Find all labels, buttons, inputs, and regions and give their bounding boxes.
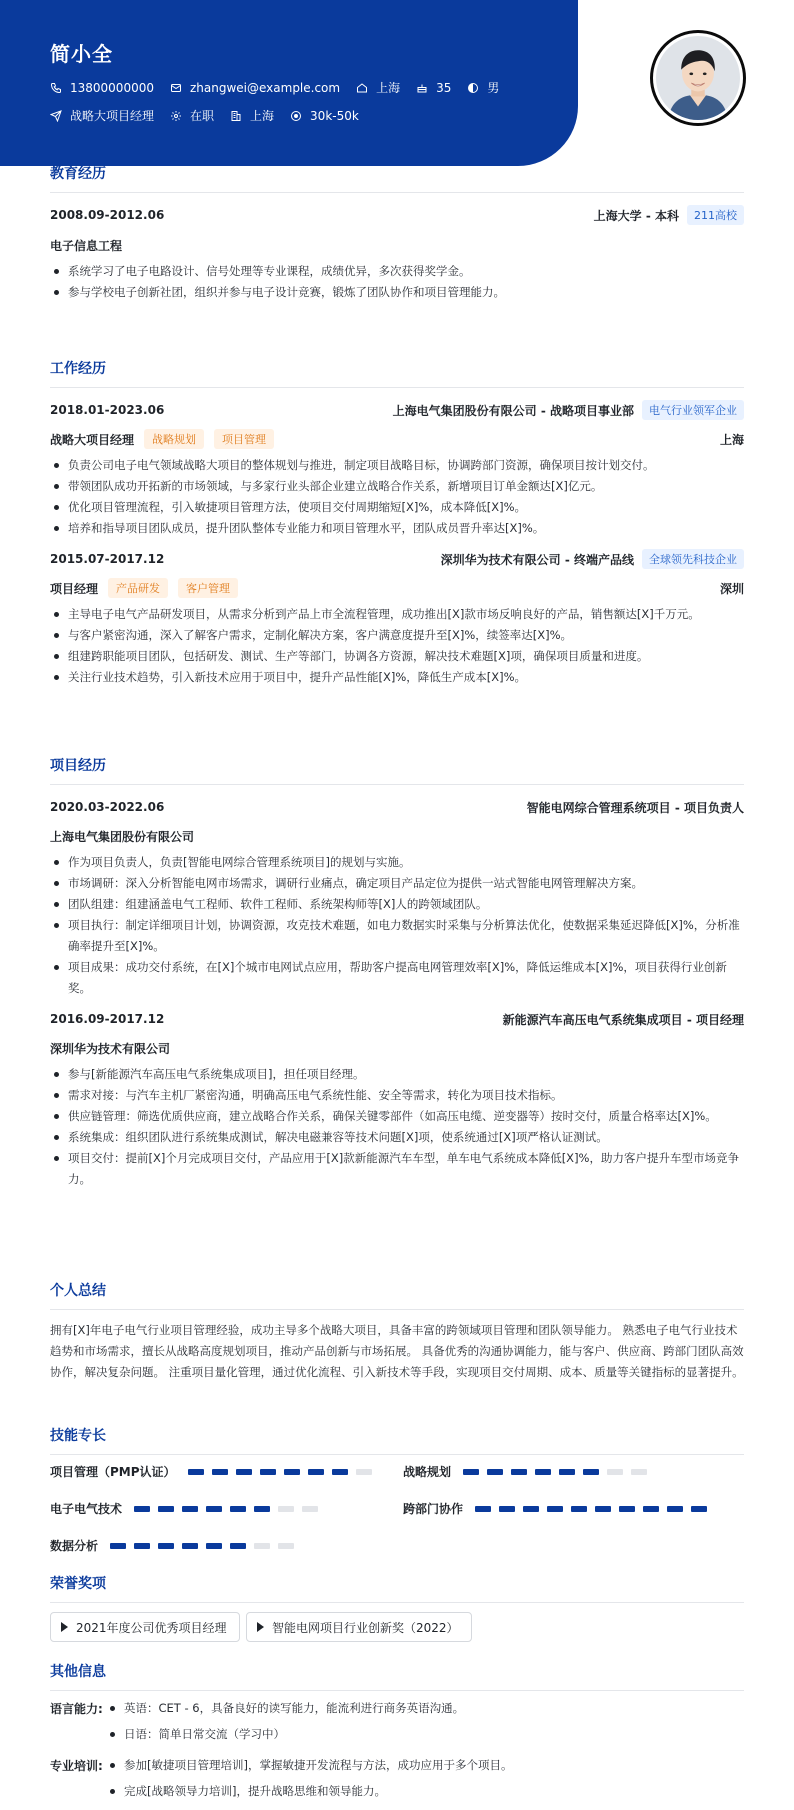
skill-level-segment bbox=[559, 1469, 575, 1475]
list-item: 团队组建：组建涵盖电气工程师、软件工程师、系统架构师等[X]人的跨领域团队。 bbox=[50, 894, 744, 915]
skill-item bbox=[50, 1463, 380, 1480]
role-row bbox=[50, 578, 744, 598]
list-item: 需求对接：与汽车主机厂紧密沟通，明确高压电气系统性能、安全等需求，转化为项目技术指标。 bbox=[50, 1085, 744, 1106]
salary-text: 30k-50k bbox=[310, 108, 359, 123]
target-job-info bbox=[50, 107, 154, 124]
skill-level-segment bbox=[302, 1506, 318, 1512]
building-icon bbox=[230, 110, 242, 122]
section-title: 个人总结 bbox=[50, 1280, 744, 1310]
education-bullets bbox=[50, 261, 744, 303]
skill-tag: 项目管理 bbox=[214, 429, 274, 449]
company-tag: 电气行业领军企业 bbox=[642, 400, 744, 420]
list-item: 系统学习了电子电路设计、信号处理等专业课程，成绩优异，多次获得奖学金。 bbox=[50, 261, 744, 282]
project-header bbox=[50, 1009, 744, 1029]
project-name: 新能源汽车高压电气系统集成项目 - 项目经理 bbox=[502, 1012, 744, 1027]
skill-level-bar bbox=[110, 1543, 302, 1549]
education-section bbox=[50, 163, 744, 303]
work-section bbox=[50, 358, 744, 688]
other-label: 专业培训: bbox=[50, 1759, 103, 1773]
company-name: 上海电气集团股份有限公司 - 战略项目事业部 bbox=[392, 403, 634, 418]
skill-level-segment bbox=[595, 1506, 611, 1512]
skill-item bbox=[403, 1500, 715, 1517]
work-header bbox=[50, 549, 744, 569]
skill-level-segment bbox=[332, 1469, 348, 1475]
list-item: 参加[敏捷项目管理培训]，掌握敏捷开发流程与方法，成功应用于多个项目。 bbox=[106, 1757, 512, 1773]
work-period: 2018.01-2023.06 bbox=[50, 403, 165, 417]
education-period: 2008.09-2012.06 bbox=[50, 208, 165, 222]
status-info bbox=[170, 107, 214, 124]
skill-level-segment bbox=[356, 1469, 372, 1475]
work-header bbox=[50, 400, 744, 420]
work-item bbox=[50, 549, 744, 688]
skill-item bbox=[50, 1537, 302, 1554]
skill-level-segment bbox=[511, 1469, 527, 1475]
skill-level-segment bbox=[499, 1506, 515, 1512]
skill-level-segment bbox=[182, 1543, 198, 1549]
work-item bbox=[50, 400, 744, 539]
phone-icon bbox=[50, 82, 62, 94]
section-title: 工作经历 bbox=[50, 358, 744, 388]
role-row bbox=[50, 429, 744, 449]
skill-level-segment bbox=[643, 1506, 659, 1512]
project-item bbox=[50, 797, 744, 999]
skill-level-segment bbox=[523, 1506, 539, 1512]
list-item: 市场调研：深入分析智能电网市场需求，调研行业痛点，确定项目产品定位为提供一站式智能电网管理解决方案。 bbox=[50, 873, 744, 894]
list-item: 参与[新能源汽车高压电气系统集成项目]，担任项目经理。 bbox=[50, 1064, 744, 1085]
project-name: 智能电网综合管理系统项目 - 项目负责人 bbox=[526, 800, 744, 815]
skill-level-segment bbox=[631, 1469, 647, 1475]
triangle-icon bbox=[61, 1622, 68, 1632]
list-item: 作为项目负责人，负责[智能电网综合管理系统项目]的规划与实施。 bbox=[50, 852, 744, 873]
list-item: 英语：CET - 6，具备良好的读写能力，能流利进行商务英语沟通。 bbox=[106, 1700, 464, 1716]
home-icon bbox=[356, 82, 368, 94]
list-item: 参与学校电子创新社团，组织并参与电子设计竞赛，锻炼了团队协作和项目管理能力。 bbox=[50, 282, 744, 303]
skill-level-segment bbox=[463, 1469, 479, 1475]
skill-item bbox=[50, 1500, 326, 1517]
list-item: 关注行业技术趋势，引入新技术应用于项目中，提升产品性能[X]%，降低生产成本[X]%。 bbox=[50, 667, 744, 688]
skill-level-segment bbox=[308, 1469, 324, 1475]
target-job-text: 战略大项目经理 bbox=[70, 109, 155, 123]
list-item: 负责公司电子电气领域战略大项目的整体规划与推进，制定项目战略目标，协调跨部门资源，确保项目按计划交付。 bbox=[50, 455, 744, 476]
age-info bbox=[416, 81, 451, 95]
project-period: 2016.09-2017.12 bbox=[50, 1012, 165, 1026]
send-icon bbox=[50, 110, 62, 122]
email-text: zhangwei@example.com bbox=[189, 80, 341, 95]
email-info bbox=[170, 81, 340, 95]
status-text: 在职 bbox=[190, 109, 215, 123]
role-title: 战略大项目经理 bbox=[50, 432, 135, 447]
list-item: 带领团队成功开拓新的市场领域，与多家行业头部企业建立战略合作关系，新增项目订单金额达[X]亿元。 bbox=[50, 476, 744, 497]
contact-row bbox=[50, 79, 515, 96]
job-intent-row bbox=[50, 107, 375, 124]
project-period: 2020.03-2022.06 bbox=[50, 800, 165, 814]
skill-level-segment bbox=[619, 1506, 635, 1512]
candidate-name: 简小全 bbox=[50, 42, 113, 66]
target-city-info bbox=[230, 107, 274, 124]
company-name: 深圳华为技术有限公司 - 终端产品线 bbox=[440, 552, 634, 567]
work-bullets bbox=[50, 604, 744, 688]
section-title: 项目经历 bbox=[50, 755, 744, 785]
skill-level-segment bbox=[254, 1543, 270, 1549]
project-bullets bbox=[50, 1064, 744, 1190]
section-title: 教育经历 bbox=[50, 163, 744, 193]
skill-name: 跨部门协作 bbox=[403, 1502, 464, 1516]
skill-level-segment bbox=[158, 1506, 174, 1512]
skill-level-segment bbox=[158, 1543, 174, 1549]
skill-level-segment bbox=[134, 1506, 150, 1512]
list-item: 优化项目管理流程，引入敏捷项目管理方法，使项目交付周期缩短[X]%，成本降低[X]%。 bbox=[50, 497, 744, 518]
location-text: 上海 bbox=[376, 81, 401, 95]
avatar bbox=[650, 30, 746, 126]
role-title: 项目经理 bbox=[50, 581, 99, 596]
list-item: 完成[战略领导力培训]，提升战略思维和领导能力。 bbox=[106, 1783, 386, 1799]
skill-tag: 客户管理 bbox=[178, 578, 238, 598]
projects-section bbox=[50, 755, 744, 1190]
project-bullets bbox=[50, 852, 744, 999]
triangle-icon bbox=[257, 1622, 264, 1632]
skill-level-segment bbox=[691, 1506, 707, 1512]
skill-item bbox=[403, 1463, 655, 1480]
project-item bbox=[50, 1009, 744, 1190]
skill-level-segment bbox=[206, 1543, 222, 1549]
skill-level-segment bbox=[278, 1506, 294, 1512]
skill-level-segment bbox=[535, 1469, 551, 1475]
work-period: 2015.07-2017.12 bbox=[50, 552, 165, 566]
skill-level-segment bbox=[254, 1506, 270, 1512]
project-org: 深圳华为技术有限公司 bbox=[50, 1041, 171, 1056]
skills-section bbox=[50, 1425, 744, 1455]
avatar-photo bbox=[656, 36, 740, 120]
project-org: 上海电气集团股份有限公司 bbox=[50, 829, 195, 844]
award-item bbox=[246, 1612, 472, 1642]
skill-level-segment bbox=[134, 1543, 150, 1549]
target-city-text: 上海 bbox=[250, 109, 275, 123]
list-item: 项目交付：提前[X]个月完成项目交付，产品应用于[X]款新能源汽车车型，单车电气系统成本降低[X]%，助力客户提升车型市场竞争力。 bbox=[50, 1148, 744, 1190]
skill-level-segment bbox=[230, 1506, 246, 1512]
section-title: 技能专长 bbox=[50, 1425, 744, 1455]
skill-name: 数据分析 bbox=[50, 1539, 99, 1553]
salary-info bbox=[290, 109, 359, 123]
skill-level-segment bbox=[475, 1506, 491, 1512]
skill-level-segment bbox=[667, 1506, 683, 1512]
skill-level-segment bbox=[206, 1506, 222, 1512]
summary-section bbox=[50, 1280, 744, 1383]
company-tag: 全球领先科技企业 bbox=[642, 549, 744, 569]
gender-icon bbox=[467, 82, 479, 94]
school-tag: 211高校 bbox=[687, 205, 744, 225]
skill-level-segment bbox=[487, 1469, 503, 1475]
skill-level-segment bbox=[188, 1469, 204, 1475]
skill-level-segment bbox=[260, 1469, 276, 1475]
list-item: 组建跨职能项目团队，包括研发、测试、生产等部门，协调各方资源，解决技术难题[X]项，确保项目质量和进度。 bbox=[50, 646, 744, 667]
award-name: 2021年度公司优秀项目经理 bbox=[76, 1620, 227, 1635]
skill-level-segment bbox=[284, 1469, 300, 1475]
list-item: 系统集成：组织团队进行系统集成测试，解决电磁兼容等技术问题[X]项，使系统通过[X]项严格认证测试。 bbox=[50, 1127, 744, 1148]
list-item: 与客户紧密沟通，深入了解客户需求，定制化解决方案，客户满意度提升至[X]%，续签率达[X]%。 bbox=[50, 625, 744, 646]
phone-text: 13800000000 bbox=[70, 80, 154, 95]
list-item: 主导电子电气产品研发项目，从需求分析到产品上市全流程管理，成功推出[X]款市场反响良好的产品，销售额达[X]千万元。 bbox=[50, 604, 744, 625]
work-city: 上海 bbox=[719, 432, 744, 447]
other-section bbox=[50, 1661, 744, 1691]
skill-level-segment bbox=[212, 1469, 228, 1475]
skill-level-segment bbox=[607, 1469, 623, 1475]
skill-name: 项目管理（PMP认证） bbox=[50, 1465, 176, 1479]
skill-level-bar bbox=[134, 1506, 326, 1512]
skill-level-segment bbox=[182, 1506, 198, 1512]
skill-level-segment bbox=[236, 1469, 252, 1475]
work-city: 深圳 bbox=[719, 581, 744, 596]
section-title: 其他信息 bbox=[50, 1661, 744, 1691]
coin-icon bbox=[290, 110, 302, 122]
mail-icon bbox=[170, 82, 182, 94]
skill-tag: 战略规划 bbox=[144, 429, 204, 449]
major: 电子信息工程 bbox=[50, 238, 123, 253]
gear-icon bbox=[170, 110, 182, 122]
skill-level-segment bbox=[571, 1506, 587, 1512]
skill-level-bar bbox=[475, 1506, 715, 1512]
skill-level-bar bbox=[188, 1469, 380, 1475]
list-item: 培养和指导项目团队成员，提升团队整体专业能力和项目管理水平，团队成员晋升率达[X]%。 bbox=[50, 518, 744, 539]
gender-info bbox=[467, 79, 499, 96]
skill-level-segment bbox=[110, 1543, 126, 1549]
project-header bbox=[50, 797, 744, 817]
other-label: 语言能力: bbox=[50, 1702, 103, 1716]
skill-level-bar bbox=[463, 1469, 655, 1475]
location-info bbox=[356, 79, 400, 96]
school-name: 上海大学 - 本科 bbox=[593, 208, 679, 223]
list-item: 项目成果：成功交付系统，在[X]个城市电网试点应用，帮助客户提高电网管理效率[X]%，降低运维成本[X]%，项目获得行业创新奖。 bbox=[50, 957, 744, 999]
skill-name: 战略规划 bbox=[403, 1465, 452, 1479]
skill-level-segment bbox=[583, 1469, 599, 1475]
list-item: 供应链管理：筛选优质供应商，建立战略合作关系，确保关键零部件（如高压电缆、逆变器等）按时交付，质量合格率达[X]%。 bbox=[50, 1106, 744, 1127]
skill-name: 电子电气技术 bbox=[50, 1502, 123, 1516]
award-name: 智能电网项目行业创新奖（2022） bbox=[272, 1620, 459, 1635]
list-item: 日语：简单日常交流（学习中） bbox=[106, 1726, 285, 1742]
education-item bbox=[50, 205, 744, 303]
section-title: 荣誉奖项 bbox=[50, 1573, 744, 1603]
awards-section bbox=[50, 1573, 744, 1603]
skill-level-segment bbox=[230, 1543, 246, 1549]
summary-text: 拥有[X]年电子电气行业项目管理经验，成功主导多个战略大项目，具备丰富的跨领域项目管理和团队领导能力。 熟悉电子电气行业技术趋势和市场需求，擅长从战略高度规划项目，推动产品创新与市场拓展。 具备优秀的沟通协调能力，能与客户、供应商、跨部门团队高效协作，解决复杂问题。 注重项目量化管理，通过优化流程、引入新技术等手段，实现项目交付周期、成本、质量等关键指标的显著提升。 bbox=[50, 1323, 744, 1379]
education-header bbox=[50, 205, 744, 225]
skill-level-segment bbox=[547, 1506, 563, 1512]
phone-info bbox=[50, 81, 154, 95]
skill-tag: 产品研发 bbox=[108, 578, 168, 598]
gender-text: 男 bbox=[487, 81, 500, 95]
age-text: 35 bbox=[436, 80, 452, 95]
cake-icon bbox=[416, 82, 428, 94]
award-item bbox=[50, 1612, 240, 1642]
work-bullets bbox=[50, 455, 744, 539]
list-item: 项目执行：制定详细项目计划，协调资源，攻克技术难题，如电力数据实时采集与分析算法优化，使数据采集延迟降低[X]%，分析准确率提升至[X]%。 bbox=[50, 915, 744, 957]
skill-level-segment bbox=[278, 1543, 294, 1549]
